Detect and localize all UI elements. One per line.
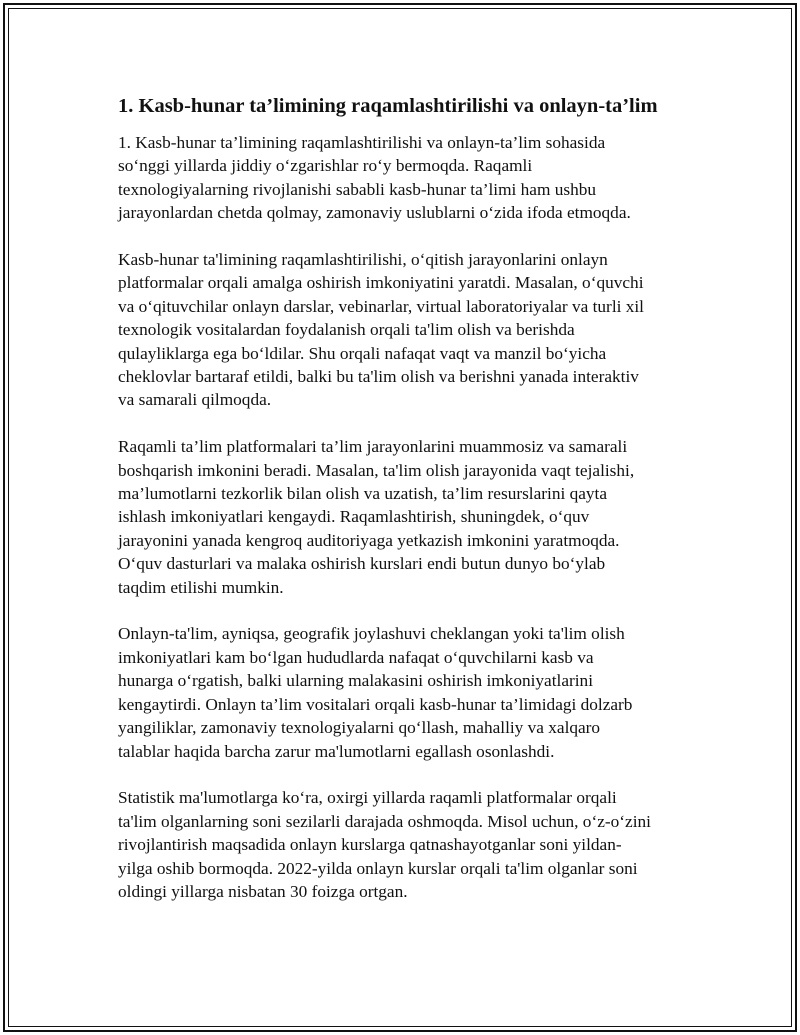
text-line: 1. Kasb-hunar ta’limining raqamlashtirilishi va onlayn-ta’lim sohasida bbox=[118, 133, 606, 152]
text-line: Onlayn-ta'lim, ayniqsa, geografik joylashuvi cheklangan yoki ta'lim olish bbox=[118, 624, 625, 644]
text-line: Raqamli ta’lim platformalari ta’lim jarayonlarini muammosiz va samarali bbox=[118, 437, 628, 457]
text-line: platformalar orqali amalga oshirish imkoniyatini yaratdi. Masalan, o‘quvchi bbox=[118, 273, 644, 293]
text-line: hunarga o‘rgatish, balki ularning malakasini oshirish imkoniyatlarini bbox=[118, 671, 593, 691]
text-line: texnologiyalarning rivojlanishi sababli kasb-hunar ta’limi ham ushbu bbox=[118, 179, 597, 199]
text-line: taqdim etilishi mumkin. bbox=[118, 577, 284, 597]
text-line: kengaytirdi. Onlayn ta’lim vositalari orqali kasb-hunar ta’limidagi dolzarb bbox=[118, 694, 633, 714]
paragraph-5 bbox=[118, 786, 690, 903]
text-line: va o‘qituvchilar onlayn darslar, vebinarlar, virtual laboratoriyalar va turli xil bbox=[118, 296, 644, 316]
document-body bbox=[118, 93, 690, 927]
text-line: texnologik vositalardan foydalanish orqali ta'lim olish va berishda bbox=[118, 320, 575, 340]
text-line: boshqarish imkonini beradi. Masalan, ta'lim olish jarayonida vaqt tejalishi, bbox=[118, 460, 635, 480]
text-line: qulayliklarga ega bo‘ldilar. Shu orqali nafaqat vaqt va manzil bo‘yicha bbox=[118, 343, 607, 363]
text-line: va samarali qilmoqda. bbox=[118, 390, 272, 410]
text-line: ma’lumotlarni tezkorlik bilan olish va uzatish, ta’lim resurslarini qayta bbox=[118, 484, 608, 504]
text-line: O‘quv dasturlari va malaka oshirish kurslari endi butun dunyo bo‘ylab bbox=[118, 554, 606, 574]
text-line: Statistik ma'lumotlarga ko‘ra, oxirgi yillarda raqamli platformalar orqali bbox=[118, 788, 617, 808]
text-line: jarayonini yanada kengroq auditoriyaga yetkazish imkonini yaratmoqda. bbox=[118, 530, 620, 550]
text-line: jarayonlardan chetda qolmay, zamonaviy uslublarni o‘zida ifoda etmoqda. bbox=[118, 203, 631, 223]
text-line: ishlash imkoniyatlari kengaydi. Raqamlashtirish, shuningdek, o‘quv bbox=[118, 507, 590, 527]
text-line: cheklovlar bartaraf etildi, balki bu ta'lim olish va berishni yanada interaktiv bbox=[118, 367, 639, 387]
text-line: talablar haqida barcha zarur ma'lumotlarni egallash osonlashdi. bbox=[118, 741, 555, 761]
paragraph-4 bbox=[118, 622, 690, 762]
paragraph-3 bbox=[118, 435, 690, 599]
text-line: oldingi yillarga nisbatan 30 foizga ortgan. bbox=[118, 881, 408, 901]
paragraph-1 bbox=[118, 131, 690, 225]
text-line: yangiliklar, zamonaviy texnologiyalarni qo‘llash, mahalliy va xalqaro bbox=[118, 718, 601, 738]
text-line: rivojlantirish maqsadida onlayn kurslarga qatnashayotganlar soni yildan- bbox=[118, 835, 622, 855]
text-line: Kasb-hunar ta'limining raqamlashtirilishi, o‘qitish jarayonlarini onlayn bbox=[118, 250, 608, 270]
paragraph-2 bbox=[118, 248, 690, 412]
text-line: imkoniyatlari kam bo‘lgan hududlarda nafaqat o‘quvchilarni kasb va bbox=[118, 647, 594, 667]
section-heading: 1. Kasb-hunar ta’limining raqamlashtirilishi va onlayn-ta’lim bbox=[118, 95, 658, 117]
text-line: so‘nggi yillarda jiddiy o‘zgarishlar ro‘y bermoqda. Raqamli bbox=[118, 156, 533, 176]
text-line: yilga oshib bormoqda. 2022-yilda onlayn kurslar orqali ta'lim olganlar soni bbox=[118, 858, 638, 878]
text-line: ta'lim olganlarning soni sezilarli darajada oshmoqda. Misol uchun, o‘z-o‘zini bbox=[118, 811, 651, 831]
